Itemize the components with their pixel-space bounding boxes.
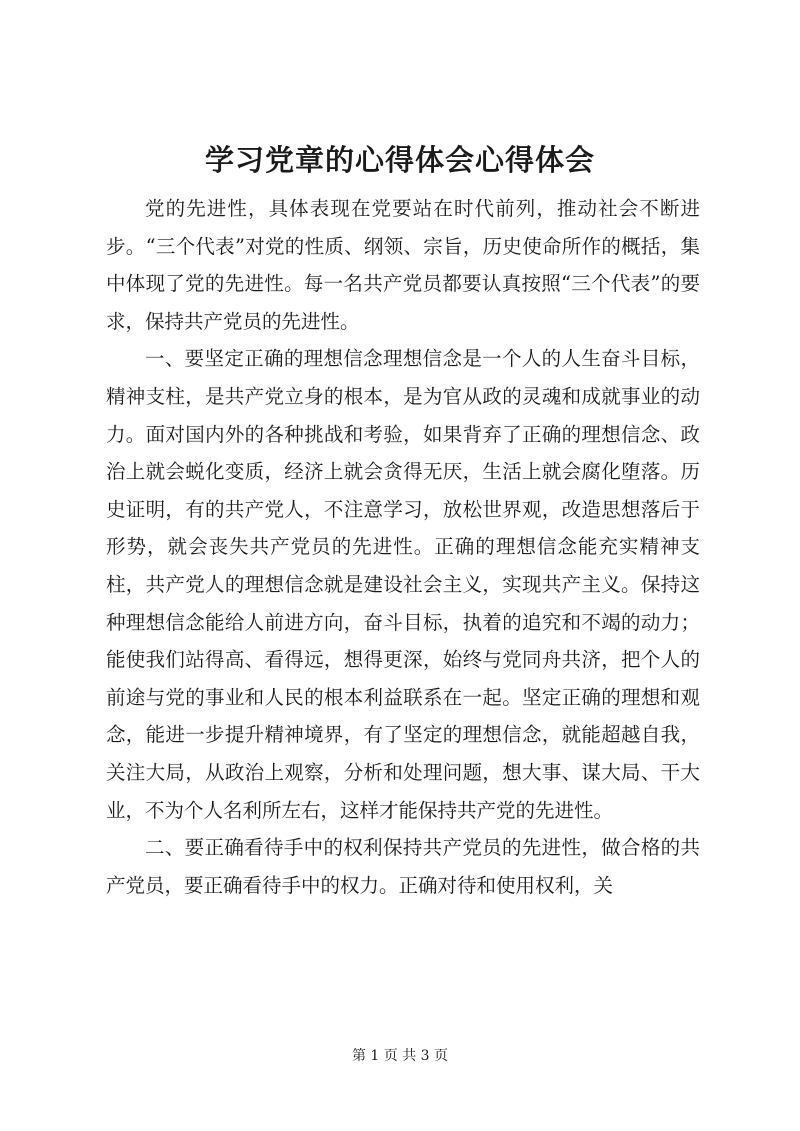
document-body: [106, 190, 700, 904]
paragraph-power: 二、要正确看待手中的权利保持共产党员的先进性，做合格的共产党员，要正确看待手中的权力。正确对待和使用权利，关: [106, 836, 700, 897]
paragraph-intro: 党的先进性，具体表现在党要站在时代前列，推动社会不断进步。“三个代表”对党的性质、纲领、宗旨，历史使命所作的概括，集中体现了党的先进性。每一名共产党员都要认真按照“三个代表”的要求，保持共产党员的先进性。: [106, 197, 700, 333]
page-footer: 第 1 页 共 3 页: [351, 1048, 449, 1064]
document-title: 学习党章的心得体会心得体会: [204, 143, 595, 177]
paragraph-ideals: 一、要坚定正确的理想信念理想信念是一个人的人生奋斗目标，精神支柱，是共产党立身的根本，是为官从政的灵魂和成就事业的动力。面对国内外的各种挑战和考验，如果背弃了正确的理想信念、政治上就会蜕化变质，经济上就会贪得无厌，生活上就会腐化堕落。历史证明，有的共产党人，不注意学习，放松世界观，改造思想落后于形势，就会丧失共产党员的先进性。正确的理想信念能充实精神支柱，共产党人的理想信念就是建设社会主义，实现共产主义。保持这种理想信念能给人前进方向，奋斗目标，执着的追究和不竭的动力；能使我们站得高、看得远，想得更深，始终与党同舟共济，把个人的前途与党的事业和人民的根本利益联系在一起。坚定正确的理想和观念，能进一步提升精神境界，有了坚定的理想信念，就能超越自我，关注大局，从政治上观察，分析和处理问题，想大事、谋大局、干大业，不为个人名利所左右，这样才能保持共产党的先进性。: [106, 347, 700, 822]
